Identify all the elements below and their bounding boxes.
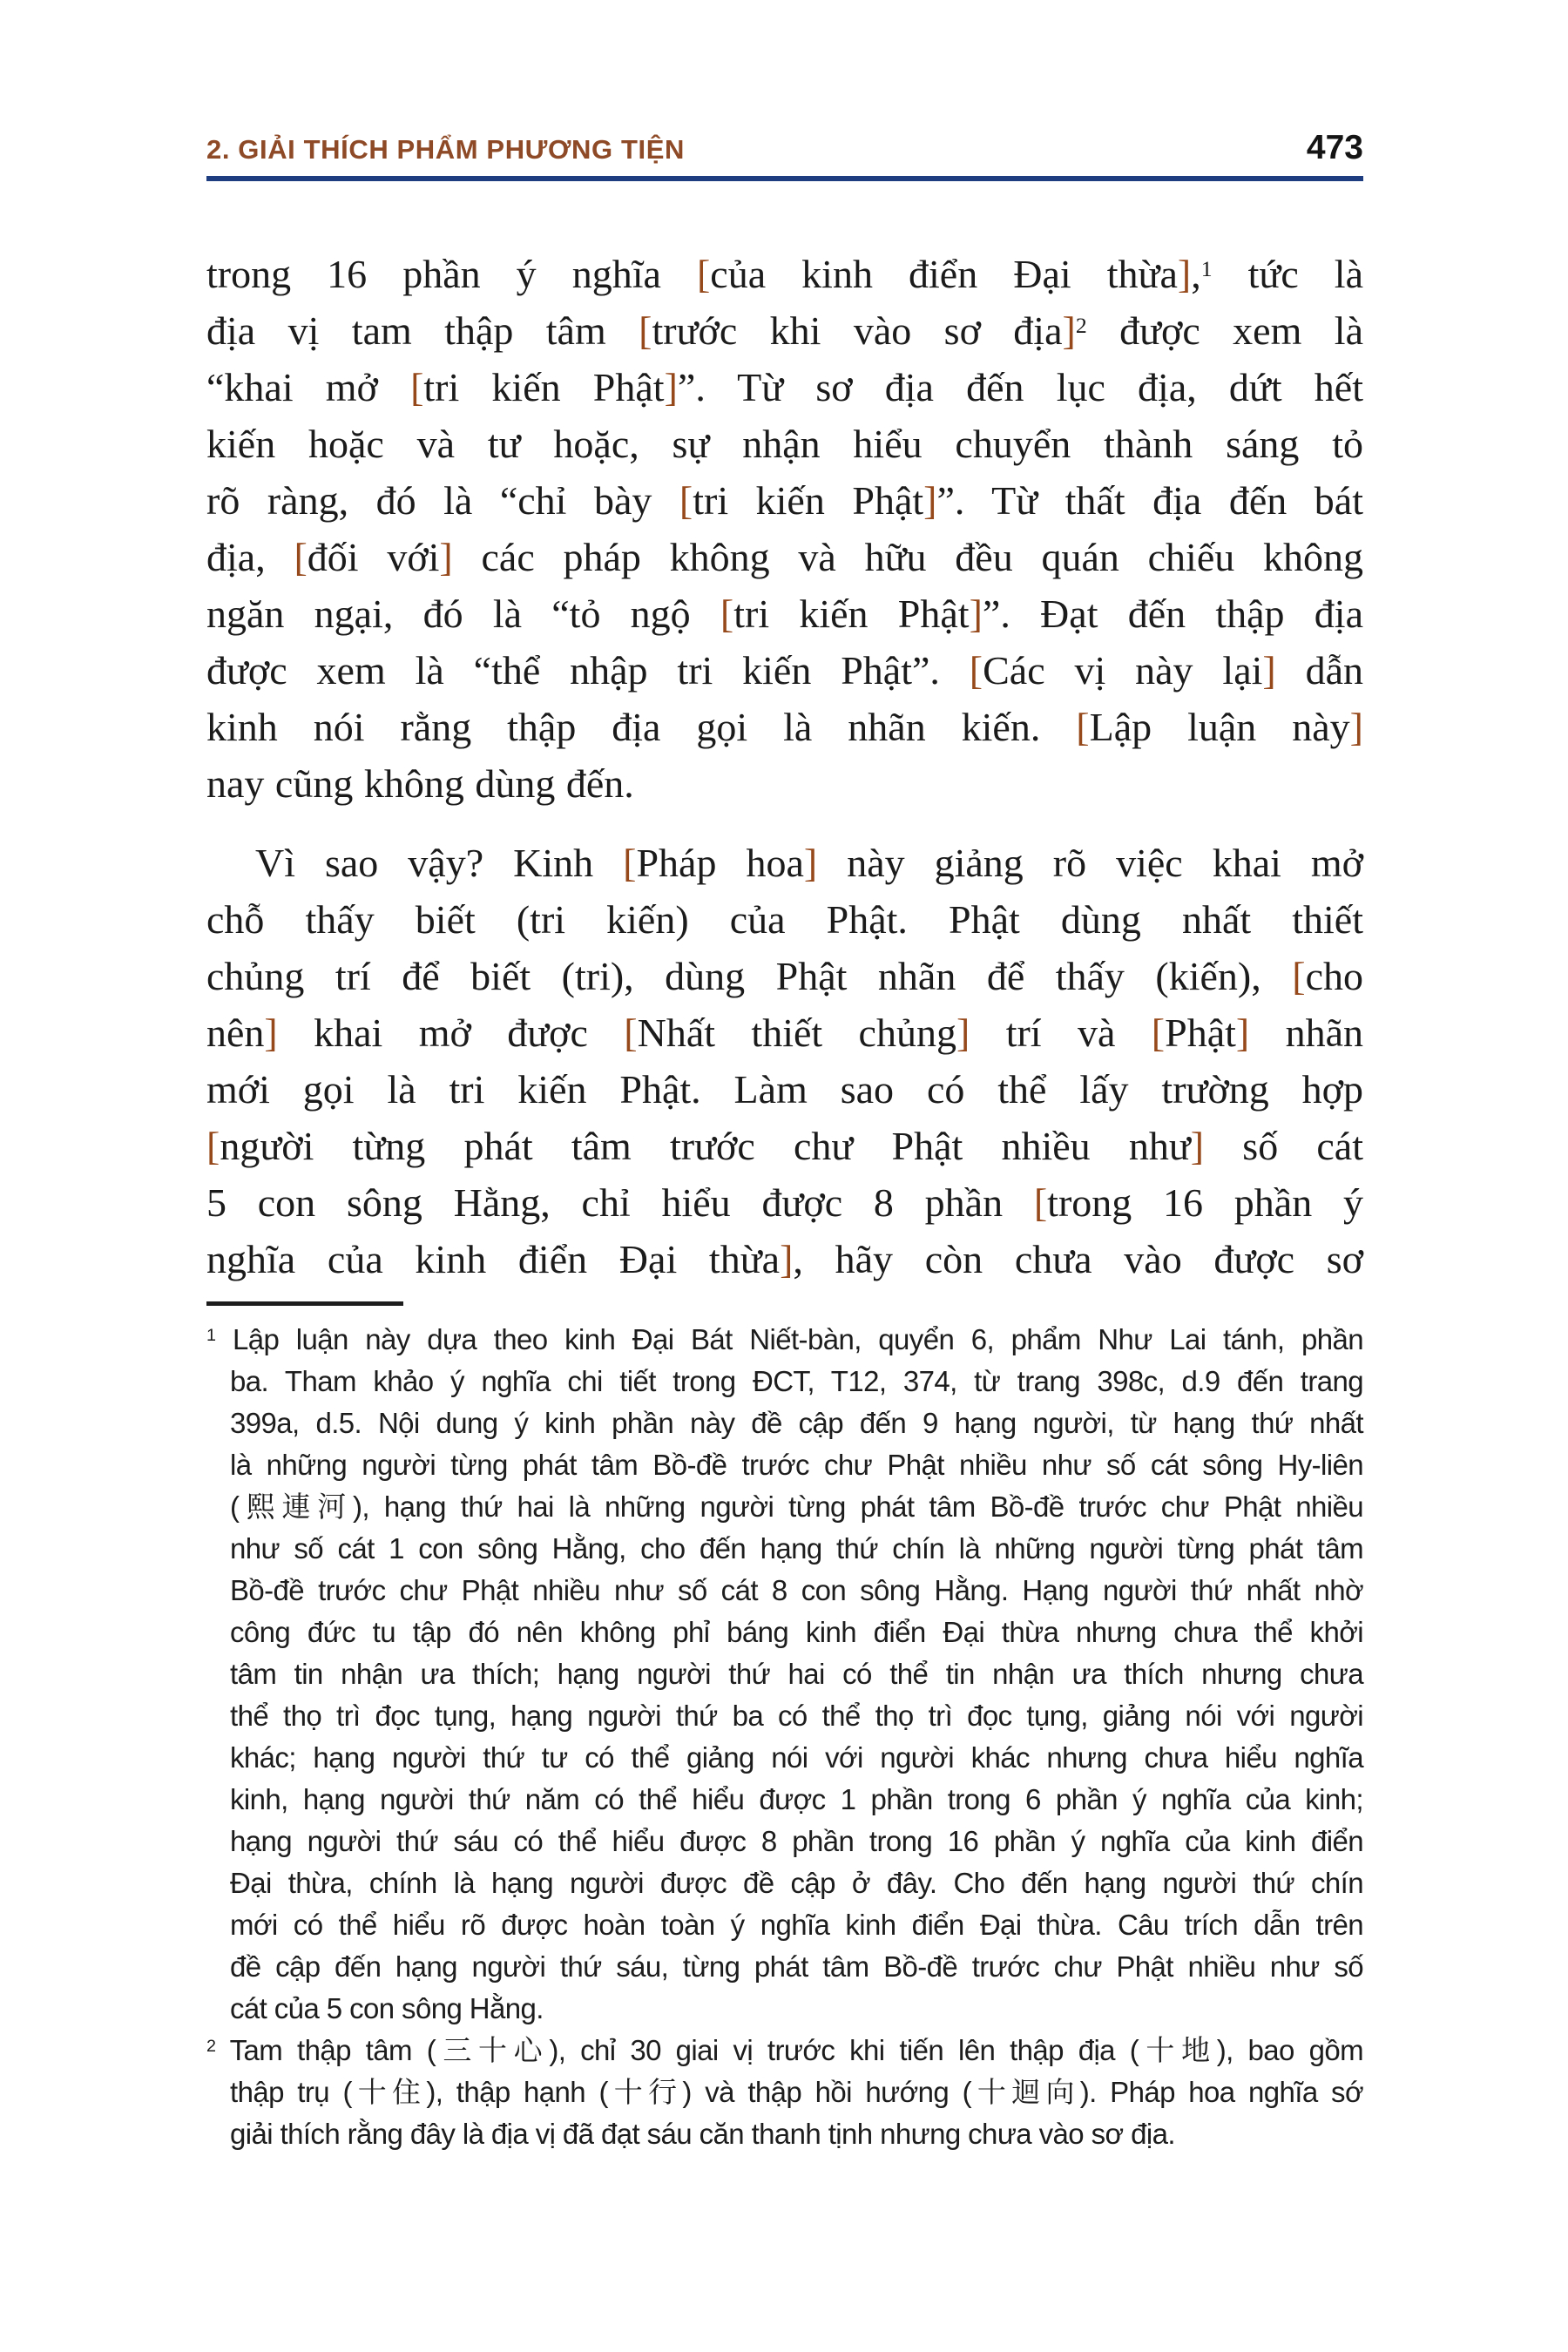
text-run: trong 16 phần ý nghĩa [206,252,697,296]
text-run: tri kiến Phật [733,591,970,636]
text-line [206,472,1363,529]
text-run: ”. Từ sơ địa đến lục địa, dứt hết [677,365,1363,409]
text-run: giải thích rằng đây là địa vị đã đạt sáu căn thanh tịnh nhưng chưa vào sơ địa. [230,2118,1175,2150]
text-run: ”. Từ thất địa đến bát [936,478,1363,523]
editor-bracket: ] [780,1237,794,1281]
text-run: mới gọi là tri kiến Phật. Làm sao có thể lấy trường hợp [206,1067,1363,1112]
text-run: chỗ thấy biết (tri kiến) của Phật. Phật dùng nhất thiết [206,897,1363,942]
text-run: kiến hoặc và tư hoặc, sự nhận hiểu chuyển thành sáng tỏ [206,422,1363,466]
text-run: Pháp hoa [636,841,804,885]
editor-bracket: ] [1190,1124,1205,1168]
editor-bracket: [ [206,1124,220,1168]
text-run: (熙連河), hạng thứ hai là những người từng phát tâm Bồ-đề trước chư Phật nhiều [230,1490,1363,1523]
footnote-marker: 1 [206,1326,216,1346]
editor-bracket: ] [1177,252,1192,296]
editor-bracket: ] [1349,705,1363,749]
text-run: này giảng rõ việc khai mở [817,841,1364,885]
text-run: thập trụ (十住), thập hạnh (十行) và thập hồi hướng (十迴向). Pháp hoa nghĩa sớ [230,2076,1363,2108]
footnote-marker: 2 [206,2037,216,2057]
text-run: tức là [1212,252,1363,296]
text-run: nhãn [1249,1010,1364,1055]
text-run: nay cũng không dùng đến. [206,761,634,806]
text-run: số cát [1204,1124,1363,1168]
text-run: cho [1305,954,1363,998]
text-line [206,1004,1363,1061]
text-run: công đức tu tập đó nên không phỉ báng kinh điển Đại thừa nhưng chưa thể khởi [230,1616,1363,1648]
editor-bracket: ] [1062,308,1076,353]
editor-bracket: [ [1292,954,1306,998]
text-run: như số cát 1 con sông Hằng, cho đến hạng thứ chín là những người từng phát tâm [230,1532,1363,1565]
paragraph [206,246,1363,812]
text-line [206,755,1363,812]
text-line [230,1402,1363,1444]
editor-bracket: ] [1262,648,1276,693]
text-run: rõ ràng, đó là “chỉ bày [206,478,679,523]
text-run: Bồ-đề trước chư Phật nhiều như số cát 8 con sông Hằng. Hạng người thứ nhất nhờ [230,1574,1363,1606]
text-run: trước khi vào sơ địa [652,308,1063,353]
text-run: tri kiến Phật [423,365,665,409]
footnotes [206,1319,1363,2155]
footnote-reference: 1 [1200,256,1213,282]
text-run: được xem là “thể nhập tri kiến Phật”. [206,648,970,693]
text-line [206,529,1363,585]
text-run: cát của 5 con sông Hằng. [230,1992,544,2024]
editor-bracket: [ [679,478,693,523]
text-line [206,835,1363,891]
text-line [230,1904,1363,1946]
footnote [206,2030,1363,2155]
text-run: ngăn ngại, đó là “tỏ ngộ [206,591,720,636]
text-run: được xem là [1086,308,1363,353]
text-run: hạng người thứ sáu có thể hiểu được 8 phần trong 16 phần ý nghĩa của kinh điển [230,1825,1363,1857]
paragraph [206,835,1363,1288]
footnote [206,1319,1363,2030]
text-line [230,1444,1363,1486]
text-run: ba. Tham khảo ý nghĩa chi tiết trong ĐCT, T12, 374, từ trang 398c, d.9 đến trang [230,1365,1363,1397]
text-run: Lập luận này dựa theo kinh Đại Bát Niết-bàn, quyển 6, phẩm Như Lai tánh, phần [215,1323,1363,1355]
editor-bracket: [ [624,1010,638,1055]
editor-bracket: [ [1033,1180,1048,1225]
text-line [206,1174,1363,1231]
text-run: 5 con sông Hằng, chỉ hiểu được 8 phần [206,1180,1034,1225]
text-run: đối với [307,535,440,579]
text-line [206,2030,1363,2072]
text-line [230,1862,1363,1904]
text-run: địa vị tam thập tâm [206,308,639,353]
text-line [230,1737,1363,1779]
text-run: các pháp không và hữu đều quán chiếu không [452,535,1363,579]
text-line [206,246,1363,302]
text-line [206,948,1363,1004]
editor-bracket: ] [664,365,678,409]
text-run: Vì sao vậy? Kinh [255,841,624,885]
editor-bracket: ] [956,1010,970,1055]
text-run: 399a, d.5. Nội dung ý kinh phần này đề cập đến 9 hạng người, từ hạng thứ nhất [230,1407,1363,1439]
text-line [206,699,1363,755]
text-line [206,585,1363,642]
text-run: “khai mở [206,365,411,409]
editor-bracket: ] [803,841,818,885]
text-line [206,302,1363,359]
text-run: Các vị này lại [983,648,1263,693]
text-line [206,1061,1363,1118]
editor-bracket: [ [696,252,711,296]
text-run: mới có thể hiểu rõ được hoàn toàn ý nghĩa kinh điển Đại thừa. Câu trích dẫn trên [230,1909,1363,1941]
editor-bracket: [ [410,365,424,409]
text-run: Phật [1165,1010,1236,1055]
text-run: nghĩa của kinh điển Đại thừa [206,1237,781,1281]
text-run: địa, [206,535,294,579]
text-run: , hãy còn chưa vào được sơ [793,1237,1364,1281]
text-line [230,1821,1363,1862]
editor-bracket: ] [969,591,983,636]
text-line [206,416,1363,472]
text-run: trí và [970,1010,1152,1055]
text-line [206,1319,1363,1361]
text-run: Tam thập tâm (三十心), chỉ 30 giai vị trước khi tiến lên thập địa (十地), bao gồm [215,2034,1363,2066]
text-run: khác; hạng người thứ tư có thể giảng nói với người khác nhưng chưa hiểu nghĩa [230,1741,1363,1774]
text-line [230,1570,1363,1612]
text-run: nên [206,1010,265,1055]
text-run: người từng phát tâm trước chư Phật nhiều như [220,1124,1191,1168]
editor-bracket: ] [264,1010,278,1055]
text-line [230,1653,1363,1695]
text-line [230,1946,1363,1988]
text-run: ”. Đạt đến thập địa [982,591,1363,636]
editor-bracket: [ [623,841,637,885]
page-number: 473 [1306,129,1363,166]
text-run: kinh, hạng người thứ năm có thể hiểu được 1 phần trong 6 phần ý nghĩa của kinh; [230,1783,1363,1815]
text-run: Đại thừa, chính là hạng người được đề cập ở đây. Cho đến hạng người thứ chín [230,1867,1363,1899]
text-line [206,642,1363,699]
text-run: thể thọ trì đọc tụng, hạng người thứ ba có thể thọ trì đọc tụng, giảng nói với người [230,1700,1363,1732]
text-run: Lập luận này [1089,705,1350,749]
text-line [206,1118,1363,1174]
text-run: Nhất thiết chủng [637,1010,956,1055]
text-line [206,1231,1363,1288]
text-line [230,1486,1363,1528]
text-run: là những người từng phát tâm Bồ-đề trước chư Phật nhiều như số cát sông Hy-liên [230,1449,1363,1481]
text-line [230,1528,1363,1570]
body-text [206,246,1363,1288]
text-run: đề cập đến hạng người thứ sáu, từng phát tâm Bồ-đề trước chư Phật nhiều như số [230,1950,1363,1983]
editor-bracket: [ [294,535,308,579]
header-rule [206,176,1363,181]
editor-bracket: [ [1151,1010,1166,1055]
text-run: dẫn [1275,648,1363,693]
text-run: khai mở được [277,1010,625,1055]
editor-bracket: [ [969,648,983,693]
text-line [230,2113,1363,2155]
editor-bracket: [ [639,308,652,353]
text-run: tâm tin nhận ưa thích; hạng người thứ hai có thể tin nhận ưa thích nhưng chưa [230,1658,1363,1690]
text-run: của kinh điển Đại thừa [710,252,1178,296]
text-run: kinh nói rằng thập địa gọi là nhãn kiến. [206,705,1077,749]
editor-bracket: ] [923,478,937,523]
editor-bracket: [ [1076,705,1090,749]
editor-bracket: ] [1235,1010,1250,1055]
text-line [206,359,1363,416]
section-title: 2. GIẢI THÍCH PHẨM PHƯƠNG TIỆN [206,134,685,165]
footnote-reference: 2 [1075,313,1087,339]
footnote-separator [206,1301,403,1306]
text-line [230,1612,1363,1653]
text-line [230,1361,1363,1402]
running-header [206,131,1363,166]
editor-bracket: [ [720,591,734,636]
text-run: , [1191,252,1201,296]
page-content [206,131,1363,2155]
text-line [230,1779,1363,1821]
text-run: trong 16 phần ý [1047,1180,1363,1225]
text-line [230,2072,1363,2113]
text-run: tri kiến Phật [693,478,924,523]
editor-bracket: ] [439,535,453,579]
text-line [230,1695,1363,1737]
text-run: chủng trí để biết (tri), dùng Phật nhãn để thấy (kiến), [206,954,1293,998]
text-line [230,1988,1363,2030]
text-line [206,891,1363,948]
